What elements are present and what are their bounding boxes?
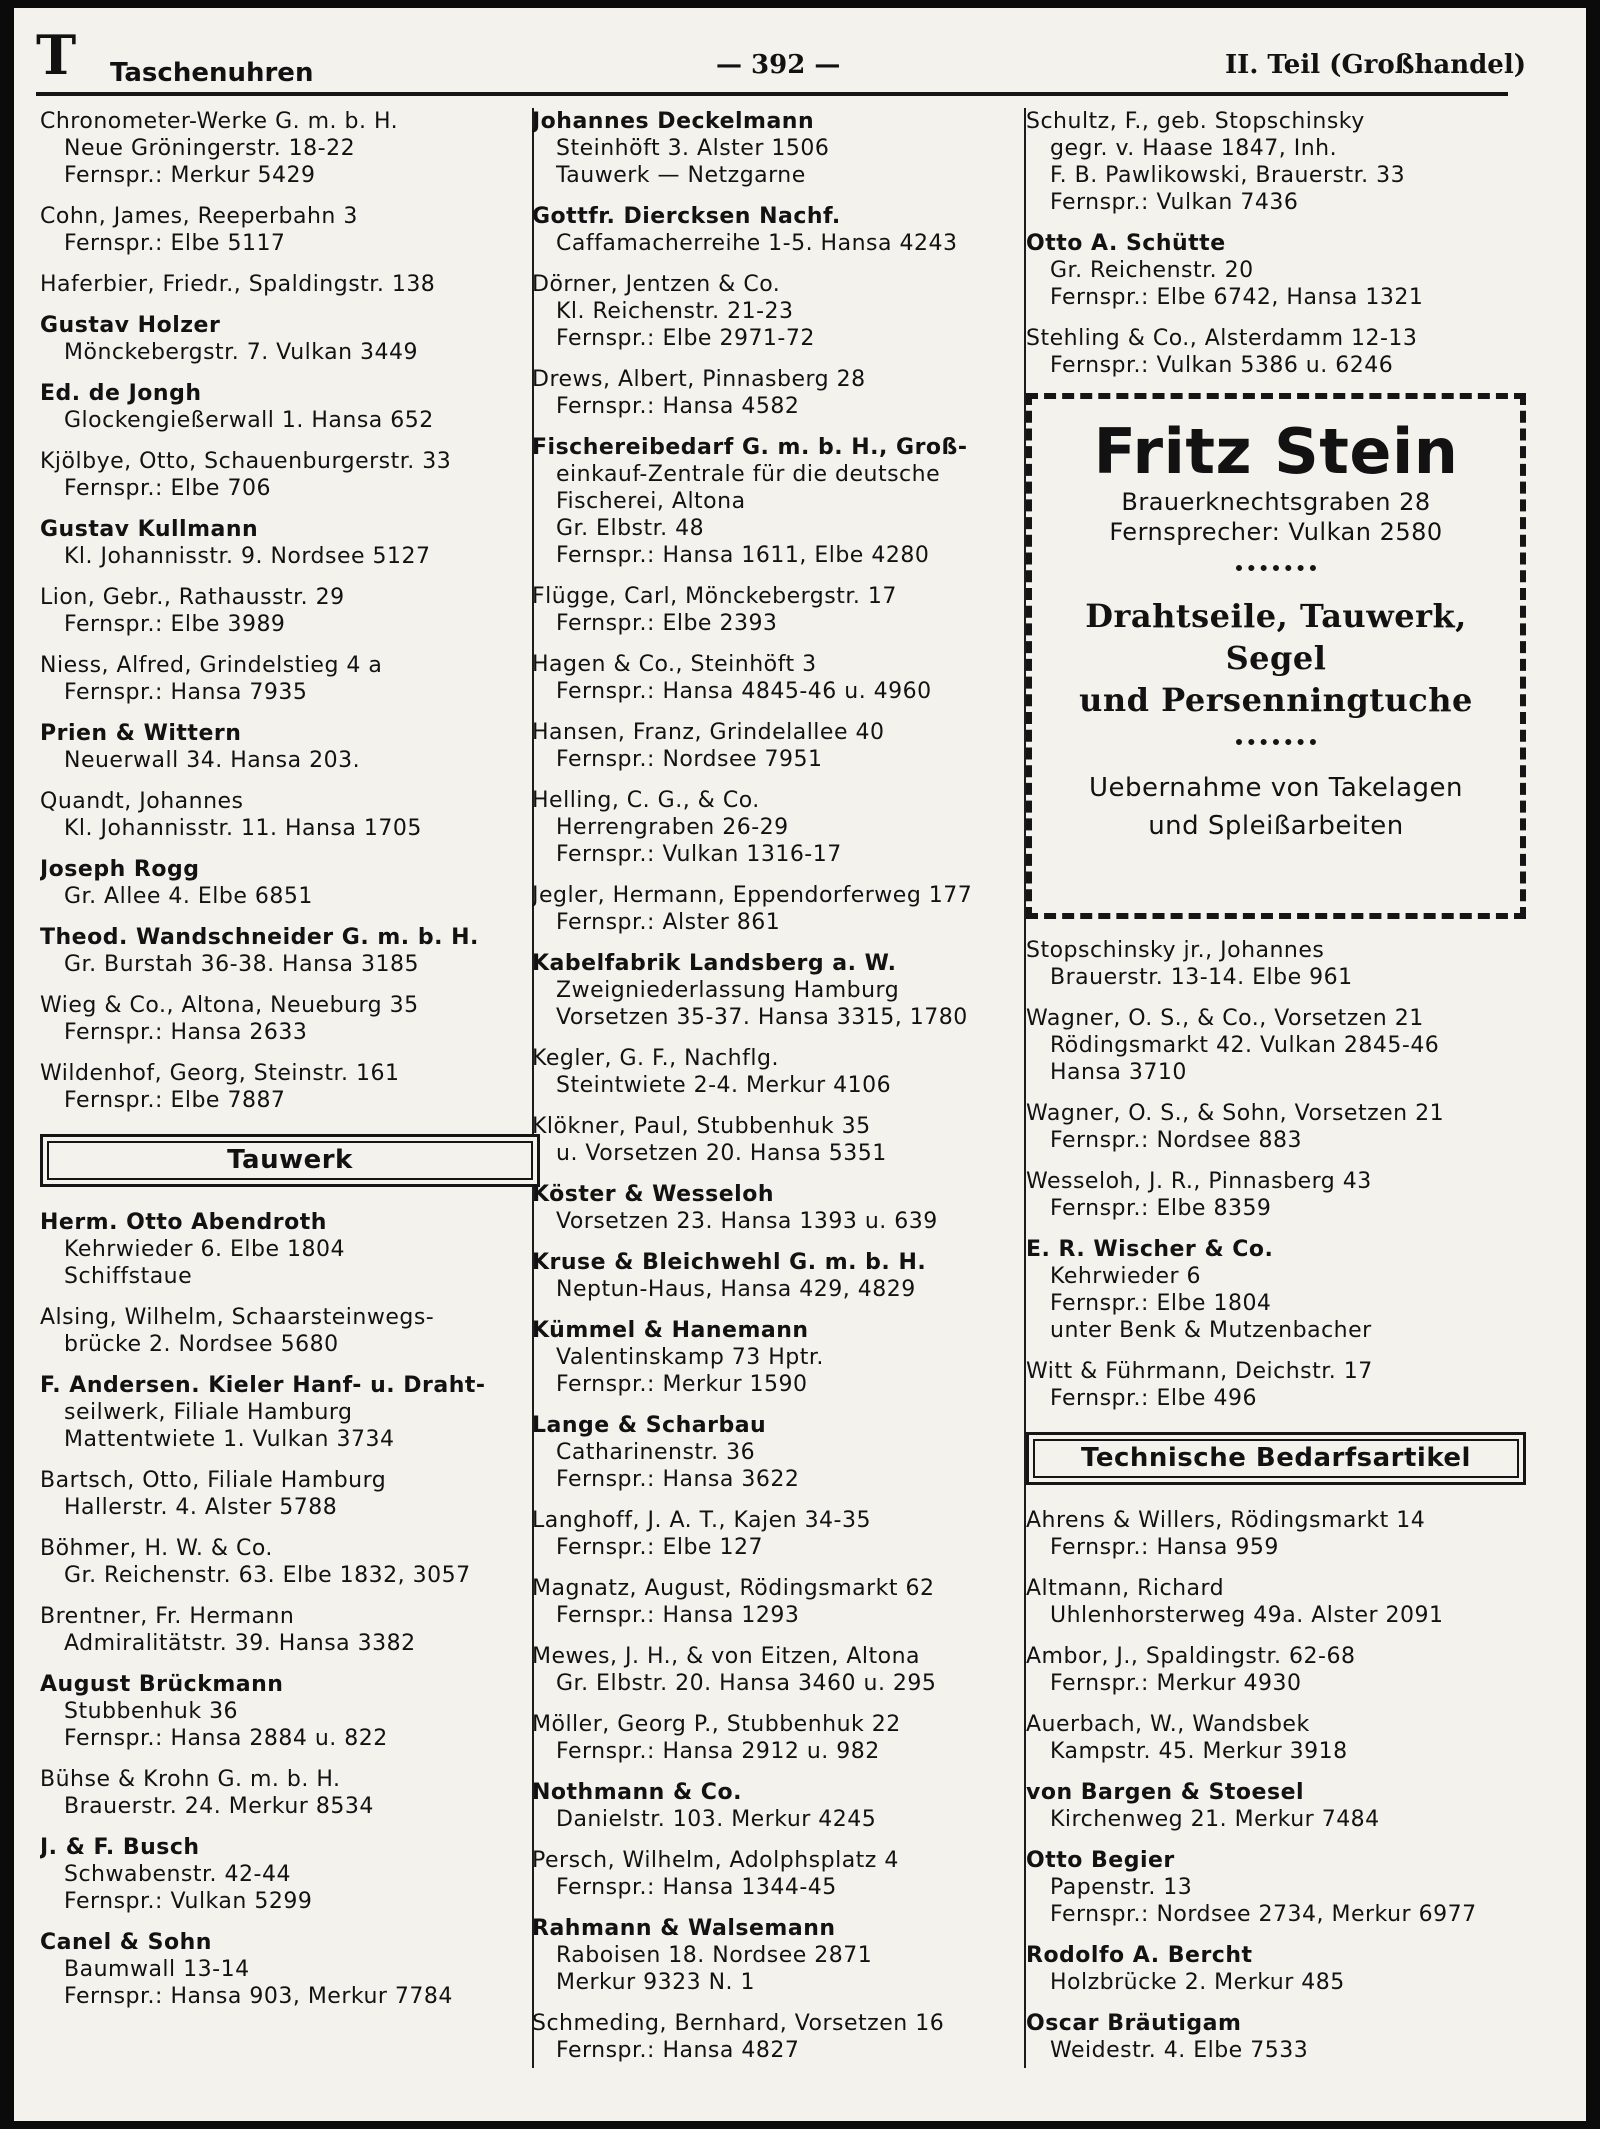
entry-detail: Danielstr. 103. Merkur 4245 bbox=[556, 1807, 877, 1832]
ad-divider bbox=[1236, 739, 1316, 751]
directory-entry bbox=[40, 1766, 540, 1820]
entry-name: Hagen & Co., Steinhöft 3 bbox=[532, 652, 817, 677]
entry-detail: Fernspr.: Hansa 1344-45 bbox=[556, 1875, 837, 1900]
directory-entry bbox=[40, 788, 540, 842]
entry-detail: Fernspr.: Merkur 5429 bbox=[64, 163, 316, 188]
entry-detail: Kl. Johannisstr. 11. Hansa 1705 bbox=[64, 816, 422, 841]
entry-detail: Fernspr.: Vulkan 5386 u. 6246 bbox=[1050, 353, 1394, 378]
entry-detail: Fernspr.: Hansa 1293 bbox=[556, 1603, 800, 1628]
directory-entry bbox=[40, 992, 540, 1046]
directory-entry bbox=[40, 652, 540, 706]
entry-detail: Kehrwieder 6 bbox=[1050, 1264, 1202, 1289]
entry-detail: Brauerstr. 13-14. Elbe 961 bbox=[1050, 965, 1353, 990]
entry-name: Otto Begier bbox=[1026, 1848, 1175, 1873]
entry-detail: Fernspr.: Hansa 4827 bbox=[556, 2038, 800, 2063]
directory-entry bbox=[40, 856, 540, 910]
directory-entry bbox=[40, 1603, 540, 1657]
entry-detail: Fernspr.: Hansa 2884 u. 822 bbox=[64, 1726, 388, 1751]
entry-name: Bühse & Krohn G. m. b. H. bbox=[40, 1767, 341, 1792]
directory-entry bbox=[40, 271, 540, 298]
entry-detail: Neue Gröningerstr. 18-22 bbox=[64, 136, 356, 161]
entry-detail: Vorsetzen 23. Hansa 1393 u. 639 bbox=[556, 1209, 938, 1234]
entry-detail: unter Benk & Mutzenbacher bbox=[1050, 1318, 1372, 1343]
entry-name: Persch, Wilhelm, Adolphsplatz 4 bbox=[532, 1848, 899, 1873]
entry-name: Mewes, J. H., & von Eitzen, Altona bbox=[532, 1644, 920, 1669]
entry-detail: Fernspr.: Elbe 2971-72 bbox=[556, 326, 815, 351]
entry-detail: Fernspr.: Hansa 1611, Elbe 4280 bbox=[556, 543, 930, 568]
directory-entry bbox=[1026, 1236, 1526, 1344]
directory-entry bbox=[40, 1304, 540, 1358]
entry-detail: brücke 2. Nordsee 5680 bbox=[64, 1332, 339, 1357]
entry-detail: Fernspr.: Hansa 903, Merkur 7784 bbox=[64, 1984, 453, 2009]
entry-detail: Hansa 3710 bbox=[1050, 1060, 1187, 1085]
directory-entry bbox=[40, 516, 540, 570]
entry-name: Theod. Wandschneider G. m. b. H. bbox=[40, 925, 479, 950]
entry-list bbox=[1026, 1507, 1526, 2064]
entry-detail: Fernspr.: Elbe 2393 bbox=[556, 611, 778, 636]
entry-name: Herm. Otto Abendroth bbox=[40, 1210, 327, 1235]
directory-entry bbox=[532, 1249, 1032, 1303]
entry-detail: Steinhöft 3. Alster 1506 bbox=[556, 136, 830, 161]
entry-name: Prien & Wittern bbox=[40, 721, 242, 746]
entry-detail: Tauwerk — Netzgarne bbox=[556, 163, 806, 188]
entry-name: Ambor, J., Spaldingstr. 62-68 bbox=[1026, 1644, 1356, 1669]
entry-name: Jegler, Hermann, Eppendorferweg 177 bbox=[532, 883, 973, 908]
directory-entry bbox=[1026, 1779, 1526, 1833]
entry-name: Wagner, O. S., & Sohn, Vorsetzen 21 bbox=[1026, 1101, 1445, 1126]
entry-detail: Hallerstr. 4. Alster 5788 bbox=[64, 1495, 338, 1520]
entry-name: Köster & Wesseloh bbox=[532, 1182, 774, 1207]
entry-name: Gustav Kullmann bbox=[40, 517, 259, 542]
directory-entry bbox=[532, 787, 1032, 868]
entry-detail: Uhlenhorsterweg 49a. Alster 2091 bbox=[1050, 1603, 1444, 1628]
entry-name: Helling, C. G., & Co. bbox=[532, 788, 760, 813]
directory-entry bbox=[532, 882, 1032, 936]
entry-name: Langhoff, J. A. T., Kajen 34-35 bbox=[532, 1508, 871, 1533]
entry-name: Niess, Alfred, Grindelstieg 4 a bbox=[40, 653, 383, 678]
entry-detail: einkauf-Zentrale für die deutsche bbox=[556, 462, 941, 487]
entry-detail: Fernspr.: Elbe 3989 bbox=[64, 612, 286, 637]
entry-name: Kegler, G. F., Nachflg. bbox=[532, 1046, 779, 1071]
directory-entry bbox=[532, 719, 1032, 773]
directory-entry bbox=[40, 108, 540, 189]
entry-name: Rodolfo A. Bercht bbox=[1026, 1943, 1253, 1968]
entry-list bbox=[40, 108, 540, 1114]
directory-entry bbox=[532, 1643, 1032, 1697]
entry-name: Fischereibedarf G. m. b. H., Groß- bbox=[532, 435, 968, 460]
running-head-part: II. Teil (Großhandel) bbox=[1225, 50, 1526, 80]
entry-name: Brentner, Fr. Hermann bbox=[40, 1604, 295, 1629]
entry-detail: Gr. Burstah 36-38. Hansa 3185 bbox=[64, 952, 419, 977]
entry-name: Drews, Albert, Pinnasberg 28 bbox=[532, 367, 866, 392]
entry-name: Flügge, Carl, Mönckebergstr. 17 bbox=[532, 584, 897, 609]
entry-detail: gegr. v. Haase 1847, Inh. bbox=[1050, 136, 1338, 161]
entry-list bbox=[532, 108, 1032, 2064]
directory-entry bbox=[532, 950, 1032, 1031]
entry-name: Ahrens & Willers, Rödingsmarkt 14 bbox=[1026, 1508, 1426, 1533]
entry-name: Oscar Bräutigam bbox=[1026, 2011, 1242, 2036]
entry-detail: Steintwiete 2-4. Merkur 4106 bbox=[556, 1073, 892, 1098]
entry-name: Klökner, Paul, Stubbenhuk 35 bbox=[532, 1114, 871, 1139]
running-head-section: Taschenuhren bbox=[110, 58, 314, 88]
directory-entry bbox=[40, 720, 540, 774]
entry-name: Ed. de Jongh bbox=[40, 381, 202, 406]
entry-detail: Fernspr.: Hansa 2912 u. 982 bbox=[556, 1739, 880, 1764]
directory-entry bbox=[532, 583, 1032, 637]
entry-name: Rahmann & Walsemann bbox=[532, 1916, 836, 1941]
directory-entry bbox=[1026, 1847, 1526, 1928]
entry-detail: Fernspr.: Elbe 496 bbox=[1050, 1386, 1257, 1411]
directory-entry bbox=[1026, 1942, 1526, 1996]
entry-detail: Fernspr.: Merkur 4930 bbox=[1050, 1671, 1302, 1696]
entry-name: Wildenhof, Georg, Steinstr. 161 bbox=[40, 1061, 400, 1086]
entry-detail: Catharinenstr. 36 bbox=[556, 1440, 756, 1465]
entry-name: Altmann, Richard bbox=[1026, 1576, 1225, 1601]
entry-detail: Zweigniederlassung Hamburg bbox=[556, 978, 900, 1003]
entry-detail: Mönckebergstr. 7. Vulkan 3449 bbox=[64, 340, 419, 365]
entry-detail: u. Vorsetzen 20. Hansa 5351 bbox=[556, 1141, 887, 1166]
entry-detail: Merkur 9323 N. 1 bbox=[556, 1970, 756, 1995]
entry-detail: Kampstr. 45. Merkur 3918 bbox=[1050, 1739, 1348, 1764]
directory-entry bbox=[532, 1412, 1032, 1493]
entry-detail: Fernspr.: Merkur 1590 bbox=[556, 1372, 808, 1397]
entry-detail: Fernspr.: Elbe 1804 bbox=[1050, 1291, 1272, 1316]
ad-products-line2: und Persenningtuche bbox=[1079, 681, 1473, 719]
entry-detail: seilwerk, Filiale Hamburg bbox=[64, 1400, 353, 1425]
entry-name: Joseph Rogg bbox=[40, 857, 200, 882]
entry-detail: Kl. Johannisstr. 9. Nordsee 5127 bbox=[64, 544, 431, 569]
directory-entry bbox=[40, 1929, 540, 2010]
directory-entry bbox=[532, 1847, 1032, 1901]
entry-detail: F. B. Pawlikowski, Brauerstr. 33 bbox=[1050, 163, 1406, 188]
directory-entry bbox=[1026, 108, 1526, 216]
directory-entry bbox=[1026, 1005, 1526, 1086]
entry-detail: Fernspr.: Elbe 127 bbox=[556, 1535, 763, 1560]
entry-detail: Fernspr.: Hansa 4582 bbox=[556, 394, 800, 419]
entry-detail: Kl. Reichenstr. 21-23 bbox=[556, 299, 794, 324]
entry-name: Kjölbye, Otto, Schauenburgerstr. 33 bbox=[40, 449, 452, 474]
ad-phone: Fernsprecher: Vulkan 2580 bbox=[1109, 518, 1443, 546]
entry-detail: Raboisen 18. Nordsee 2871 bbox=[556, 1943, 873, 1968]
entry-name: Stopschinsky jr., Johannes bbox=[1026, 938, 1325, 963]
directory-entry bbox=[532, 1915, 1032, 1996]
entry-name: F. Andersen. Kieler Hanf- u. Draht- bbox=[40, 1373, 486, 1398]
advertisement bbox=[1026, 393, 1526, 919]
entry-detail: Kehrwieder 6. Elbe 1804 bbox=[64, 1237, 346, 1262]
entry-detail: Fernspr.: Elbe 7887 bbox=[64, 1088, 286, 1113]
directory-entry bbox=[40, 203, 540, 257]
directory-entry bbox=[1026, 230, 1526, 311]
directory-entry bbox=[40, 312, 540, 366]
directory-entry bbox=[1026, 1100, 1526, 1154]
directory-entry bbox=[1026, 1643, 1526, 1697]
directory-entry bbox=[532, 1181, 1032, 1235]
directory-entry bbox=[1026, 325, 1526, 379]
entry-detail: Fernspr.: Alster 861 bbox=[556, 910, 781, 935]
entry-name: Haferbier, Friedr., Spaldingstr. 138 bbox=[40, 272, 436, 297]
entry-name: Alsing, Wilhelm, Schaarsteinwegs- bbox=[40, 1305, 435, 1330]
directory-entry bbox=[532, 1779, 1032, 1833]
directory-page bbox=[14, 8, 1586, 2121]
entry-name: Kabelfabrik Landsberg a. W. bbox=[532, 951, 897, 976]
entry-detail: Fernspr.: Hansa 959 bbox=[1050, 1535, 1279, 1560]
ad-products-line1: Drahtseile, Tauwerk, Segel bbox=[1085, 597, 1467, 677]
directory-entry bbox=[1026, 1507, 1526, 1561]
entry-detail: Fernspr.: Nordsee 2734, Merkur 6977 bbox=[1050, 1902, 1477, 1927]
directory-entry bbox=[532, 366, 1032, 420]
entry-detail: Fischerei, Altona bbox=[556, 489, 746, 514]
entry-name: Gustav Holzer bbox=[40, 313, 221, 338]
ad-service-line1: Uebernahme von Takelagen bbox=[1088, 773, 1464, 803]
directory-entry bbox=[40, 584, 540, 638]
entry-name: Nothmann & Co. bbox=[532, 1780, 742, 1805]
entry-detail: Fernspr.: Nordsee 7951 bbox=[556, 747, 823, 772]
section-letter: T bbox=[36, 23, 77, 87]
entry-name: Wesseloh, J. R., Pinnasberg 43 bbox=[1026, 1169, 1372, 1194]
directory-entry bbox=[1026, 2010, 1526, 2064]
entry-detail: Schwabenstr. 42-44 bbox=[64, 1862, 291, 1887]
entry-name: Hansen, Franz, Grindelallee 40 bbox=[532, 720, 885, 745]
entry-name: Cohn, James, Reeperbahn 3 bbox=[40, 204, 358, 229]
entry-name: J. & F. Busch bbox=[40, 1835, 200, 1860]
entry-list bbox=[40, 1209, 540, 2010]
entry-detail: Gr. Reichenstr. 63. Elbe 1832, 3057 bbox=[64, 1563, 471, 1588]
entry-detail: Neuerwall 34. Hansa 203. bbox=[64, 748, 361, 773]
entry-detail: Gr. Elbstr. 20. Hansa 3460 u. 295 bbox=[556, 1671, 937, 1696]
entry-detail: Papenstr. 13 bbox=[1050, 1875, 1193, 1900]
entry-name: Bartsch, Otto, Filiale Hamburg bbox=[40, 1468, 387, 1493]
entry-detail: Caffamacherreihe 1-5. Hansa 4243 bbox=[556, 231, 958, 256]
entry-name: Schmeding, Bernhard, Vorsetzen 16 bbox=[532, 2011, 945, 2036]
entry-detail: Fernspr.: Elbe 8359 bbox=[1050, 1196, 1272, 1221]
entry-name: Magnatz, August, Rödingsmarkt 62 bbox=[532, 1576, 935, 1601]
directory-entry bbox=[532, 1045, 1032, 1099]
entry-name: Quandt, Johannes bbox=[40, 789, 244, 814]
directory-entry bbox=[1026, 1575, 1526, 1629]
directory-entry bbox=[1026, 937, 1526, 991]
entry-detail: Herrengraben 26-29 bbox=[556, 815, 789, 840]
entry-detail: Fernspr.: Hansa 4845-46 u. 4960 bbox=[556, 679, 932, 704]
directory-entry bbox=[40, 1834, 540, 1915]
page-header bbox=[36, 23, 1526, 92]
directory-entry bbox=[40, 1671, 540, 1752]
directory-entry bbox=[532, 651, 1032, 705]
entry-detail: Fernspr.: Elbe 706 bbox=[64, 476, 271, 501]
entry-detail: Brauerstr. 24. Merkur 8534 bbox=[64, 1794, 374, 1819]
entry-name: Lion, Gebr., Rathausstr. 29 bbox=[40, 585, 345, 610]
directory-entry bbox=[532, 1113, 1032, 1167]
entry-name: Witt & Führmann, Deichstr. 17 bbox=[1026, 1359, 1373, 1384]
entry-detail: Baumwall 13-14 bbox=[64, 1957, 250, 1982]
column-right bbox=[1026, 108, 1526, 2098]
entry-name: Schultz, F., geb. Stopschinsky bbox=[1026, 109, 1365, 134]
entry-name: Gottfr. Diercksen Nachf. bbox=[532, 204, 841, 229]
entry-detail: Fernspr.: Hansa 3622 bbox=[556, 1467, 800, 1492]
page-number: — 392 — bbox=[716, 50, 841, 80]
entry-detail: Admiralitätstr. 39. Hansa 3382 bbox=[64, 1631, 416, 1656]
directory-entry bbox=[40, 1209, 540, 1290]
directory-entry bbox=[532, 2010, 1032, 2064]
directory-entry bbox=[40, 1060, 540, 1114]
column-left bbox=[40, 108, 540, 2098]
column-middle bbox=[532, 108, 1032, 2098]
entry-detail: Mattentwiete 1. Vulkan 3734 bbox=[64, 1427, 395, 1452]
ad-divider bbox=[1236, 565, 1316, 577]
ad-company-name: Fritz Stein bbox=[1093, 415, 1459, 488]
directory-entry bbox=[532, 1507, 1032, 1561]
entry-detail: Gr. Allee 4. Elbe 6851 bbox=[64, 884, 313, 909]
entry-name: Stehling & Co., Alsterdamm 12-13 bbox=[1026, 326, 1418, 351]
entry-name: Wieg & Co., Altona, Neueburg 35 bbox=[40, 993, 419, 1018]
entry-name: August Brückmann bbox=[40, 1672, 284, 1697]
ad-address: Brauerknechtsgraben 28 bbox=[1121, 488, 1431, 516]
entry-name: Kümmel & Hanemann bbox=[532, 1318, 809, 1343]
entry-detail: Fernspr.: Vulkan 1316-17 bbox=[556, 842, 842, 867]
directory-entry bbox=[532, 271, 1032, 352]
entry-detail: Gr. Reichenstr. 20 bbox=[1050, 258, 1254, 283]
entry-name: Dörner, Jentzen & Co. bbox=[532, 272, 781, 297]
entry-detail: Schiffstaue bbox=[64, 1264, 193, 1289]
entry-name: Auerbach, W., Wandsbek bbox=[1026, 1712, 1310, 1737]
entry-name: Canel & Sohn bbox=[40, 1930, 212, 1955]
directory-entry bbox=[40, 448, 540, 502]
entry-name: von Bargen & Stoesel bbox=[1026, 1780, 1305, 1805]
entry-detail: Neptun-Haus, Hansa 429, 4829 bbox=[556, 1277, 916, 1302]
entry-name: Möller, Georg P., Stubbenhuk 22 bbox=[532, 1712, 901, 1737]
entry-name: Chronometer-Werke G. m. b. H. bbox=[40, 109, 399, 134]
entry-detail: Valentinskamp 73 Hptr. bbox=[556, 1345, 824, 1370]
directory-entry bbox=[532, 1575, 1032, 1629]
directory-entry bbox=[40, 1535, 540, 1589]
entry-name: Otto A. Schütte bbox=[1026, 231, 1226, 256]
section-heading: Technische Bedarfsartikel bbox=[1026, 1432, 1526, 1485]
entry-list bbox=[1026, 108, 1526, 379]
entry-detail: Fernspr.: Elbe 5117 bbox=[64, 231, 286, 256]
entry-detail: Kirchenweg 21. Merkur 7484 bbox=[1050, 1807, 1380, 1832]
entry-name: Lange & Scharbau bbox=[532, 1413, 767, 1438]
entry-detail: Vorsetzen 35-37. Hansa 3315, 1780 bbox=[556, 1005, 968, 1030]
directory-entry bbox=[1026, 1711, 1526, 1765]
directory-entry bbox=[1026, 1168, 1526, 1222]
entry-detail: Fernspr.: Hansa 7935 bbox=[64, 680, 308, 705]
section-heading: Tauwerk bbox=[40, 1134, 540, 1187]
directory-entry bbox=[40, 380, 540, 434]
entry-name: Johannes Deckelmann bbox=[532, 109, 815, 134]
entry-detail: Holzbrücke 2. Merkur 485 bbox=[1050, 1970, 1345, 1995]
directory-entry bbox=[532, 1711, 1032, 1765]
entry-detail: Weidestr. 4. Elbe 7533 bbox=[1050, 2038, 1309, 2063]
directory-entry bbox=[532, 1317, 1032, 1398]
entry-detail: Fernspr.: Vulkan 7436 bbox=[1050, 190, 1299, 215]
entry-name: Böhmer, H. W. & Co. bbox=[40, 1536, 273, 1561]
entry-detail: Rödingsmarkt 42. Vulkan 2845-46 bbox=[1050, 1033, 1440, 1058]
directory-entry bbox=[532, 108, 1032, 189]
entry-name: Wagner, O. S., & Co., Vorsetzen 21 bbox=[1026, 1006, 1424, 1031]
directory-entry bbox=[1026, 1358, 1526, 1412]
entry-detail: Fernspr.: Vulkan 5299 bbox=[64, 1889, 313, 1914]
entry-detail: Stubbenhuk 36 bbox=[64, 1699, 239, 1724]
directory-entry bbox=[40, 1372, 540, 1453]
directory-entry bbox=[40, 1467, 540, 1521]
entry-name: E. R. Wischer & Co. bbox=[1026, 1237, 1274, 1262]
entry-detail: Gr. Elbstr. 48 bbox=[556, 516, 705, 541]
entry-detail: Fernspr.: Hansa 2633 bbox=[64, 1020, 308, 1045]
directory-entry bbox=[532, 203, 1032, 257]
ad-service-line2: und Spleißarbeiten bbox=[1148, 811, 1404, 841]
entry-detail: Fernspr.: Elbe 6742, Hansa 1321 bbox=[1050, 285, 1424, 310]
header-rule bbox=[36, 92, 1508, 96]
entry-list bbox=[1026, 937, 1526, 1412]
directory-entry bbox=[532, 434, 1032, 569]
entry-detail: Glockengießerwall 1. Hansa 652 bbox=[64, 408, 434, 433]
entry-detail: Fernspr.: Nordsee 883 bbox=[1050, 1128, 1302, 1153]
directory-entry bbox=[40, 924, 540, 978]
entry-name: Kruse & Bleichwehl G. m. b. H. bbox=[532, 1250, 927, 1275]
